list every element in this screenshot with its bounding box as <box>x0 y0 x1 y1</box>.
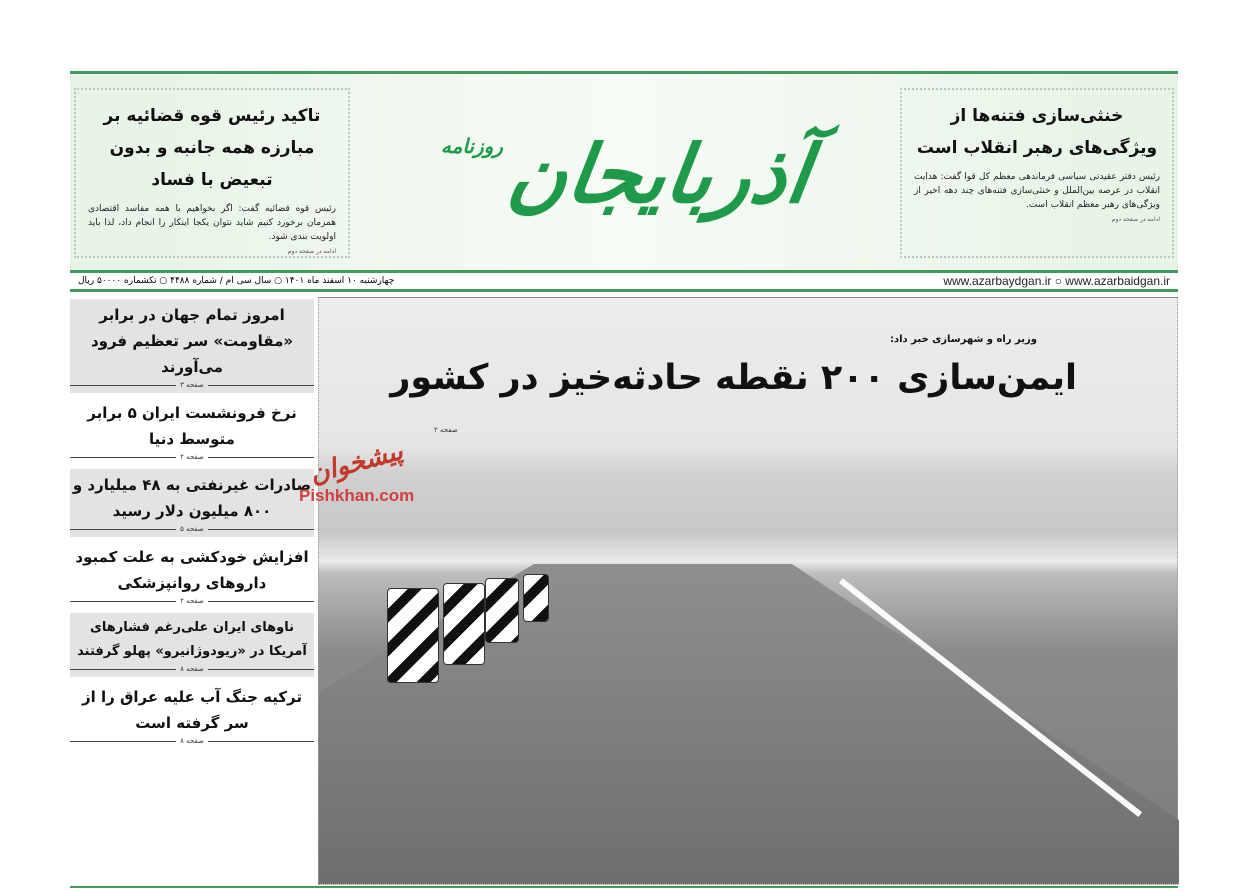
masthead-band <box>70 71 1178 271</box>
road-barrier <box>443 583 485 665</box>
headline-page: صفحه ۲ <box>434 426 458 434</box>
story-title: خنثی‌سازی فتنه‌ها از ویژگی‌های رهبر انقلاب است <box>916 106 1158 158</box>
issue-date: چهارشنبه ۱۰ اسفند ماه ۱۴۰۱ ○ سال سی ام / شماره ۴۴۸۸ ○ تکشماره ۵۰۰۰۰ ریال <box>78 276 395 286</box>
main-story-photo[interactable] <box>299 297 1178 885</box>
sidebar-item[interactable] <box>70 397 314 465</box>
sidebar-item-title: ترکیه جنگ آب علیه عراق را از سر گرفته است <box>81 688 303 732</box>
sidebar-item-title: ناوهای ایران علی‌رغم فشارهای آمریکا در «ریودوژانیرو» پهلو گرفتند <box>77 620 307 659</box>
bottom-divider <box>70 886 1178 888</box>
story-body: رئیس قوه قضائیه گفت: اگر بخواهیم با همه مفاسد اقتصادی همزمان برخورد کنیم شاید نتوان یکجا اینکار را انجام داد، لذا باید اولویت بندی شود. <box>88 204 336 242</box>
sidebar-item[interactable] <box>70 469 314 537</box>
road-barrier <box>387 588 439 683</box>
continued-note: ادامه در صفحه دوم <box>1111 216 1160 223</box>
sidebar-item-page: صفحه ۲ <box>70 597 314 606</box>
sidebar-item-title: نرخ فرونشست ایران ۵ برابر متوسط دنیا <box>87 404 297 448</box>
top-story-right[interactable] <box>900 88 1174 258</box>
newspaper-logo <box>360 74 890 274</box>
watermark-en: Pishkhan.com <box>299 486 415 505</box>
info-bar <box>70 270 1178 292</box>
logo-prefix: روزنامه <box>440 134 503 158</box>
story-title: تاکید رئیس قوه قضائیه بر مبارزه همه جانبه و بدون تبعیض با فساد <box>103 106 321 190</box>
sidebar-item-page: صفحه ۸ <box>70 737 314 746</box>
logo-name: آذربایجان <box>502 127 816 221</box>
sidebar-item-title: صادرات غیرنفتی به ۴۸ میلیارد و ۸۰۰ میلیون دلار رسید <box>72 476 312 520</box>
sidebar-item[interactable] <box>70 681 314 749</box>
continued-note: ادامه در صفحه دوم <box>287 248 336 255</box>
watermark-fa: پیشخوان <box>306 436 407 490</box>
headline-kicker: وزیر راه و شهرسازی خبر داد: <box>889 334 1037 345</box>
sidebar-item-page: صفحه ۸ <box>70 665 314 674</box>
sidebar-headlines <box>70 299 314 887</box>
sidebar-item[interactable] <box>70 299 314 393</box>
top-story-left[interactable] <box>74 88 350 258</box>
sidebar-item-title: افزایش خودکشی به علت کمبود داروهای روانپزشکی <box>75 548 309 592</box>
sidebar-item[interactable] <box>70 613 314 677</box>
sidebar-item-title: امروز تمام جهان در برابر «مقاومت» سر تعظیم فرود می‌آورند <box>90 306 294 376</box>
road-barrier <box>485 578 519 643</box>
sidebar-item-page: صفحه ۵ <box>70 525 314 534</box>
main-headline[interactable]: ایمن‌سازی ۲۰۰ نقطه حادثه‌خیز در کشور <box>390 358 1077 398</box>
sidebar-item-page: صفحه ۲ <box>70 453 314 462</box>
road-barrier <box>523 574 549 622</box>
story-body: رئیس دفتر عقیدتی سیاسی فرماندهی معظم کل قوا گفت: هدایت انقلاب در عرصه بین‌الملل و خنثی‌سازی فتنه‌های چند دهه اخیر از ویژگی‌های رهبر معظم انقلاب است. <box>914 172 1160 210</box>
sidebar-item-page: صفحه ۳ <box>70 381 314 390</box>
sidebar-item[interactable] <box>70 541 314 609</box>
website-urls[interactable]: www.azarbaydgan.ir ○ www.azarbaidgan.ir <box>943 274 1170 288</box>
pishkhan-watermark <box>299 436 415 506</box>
